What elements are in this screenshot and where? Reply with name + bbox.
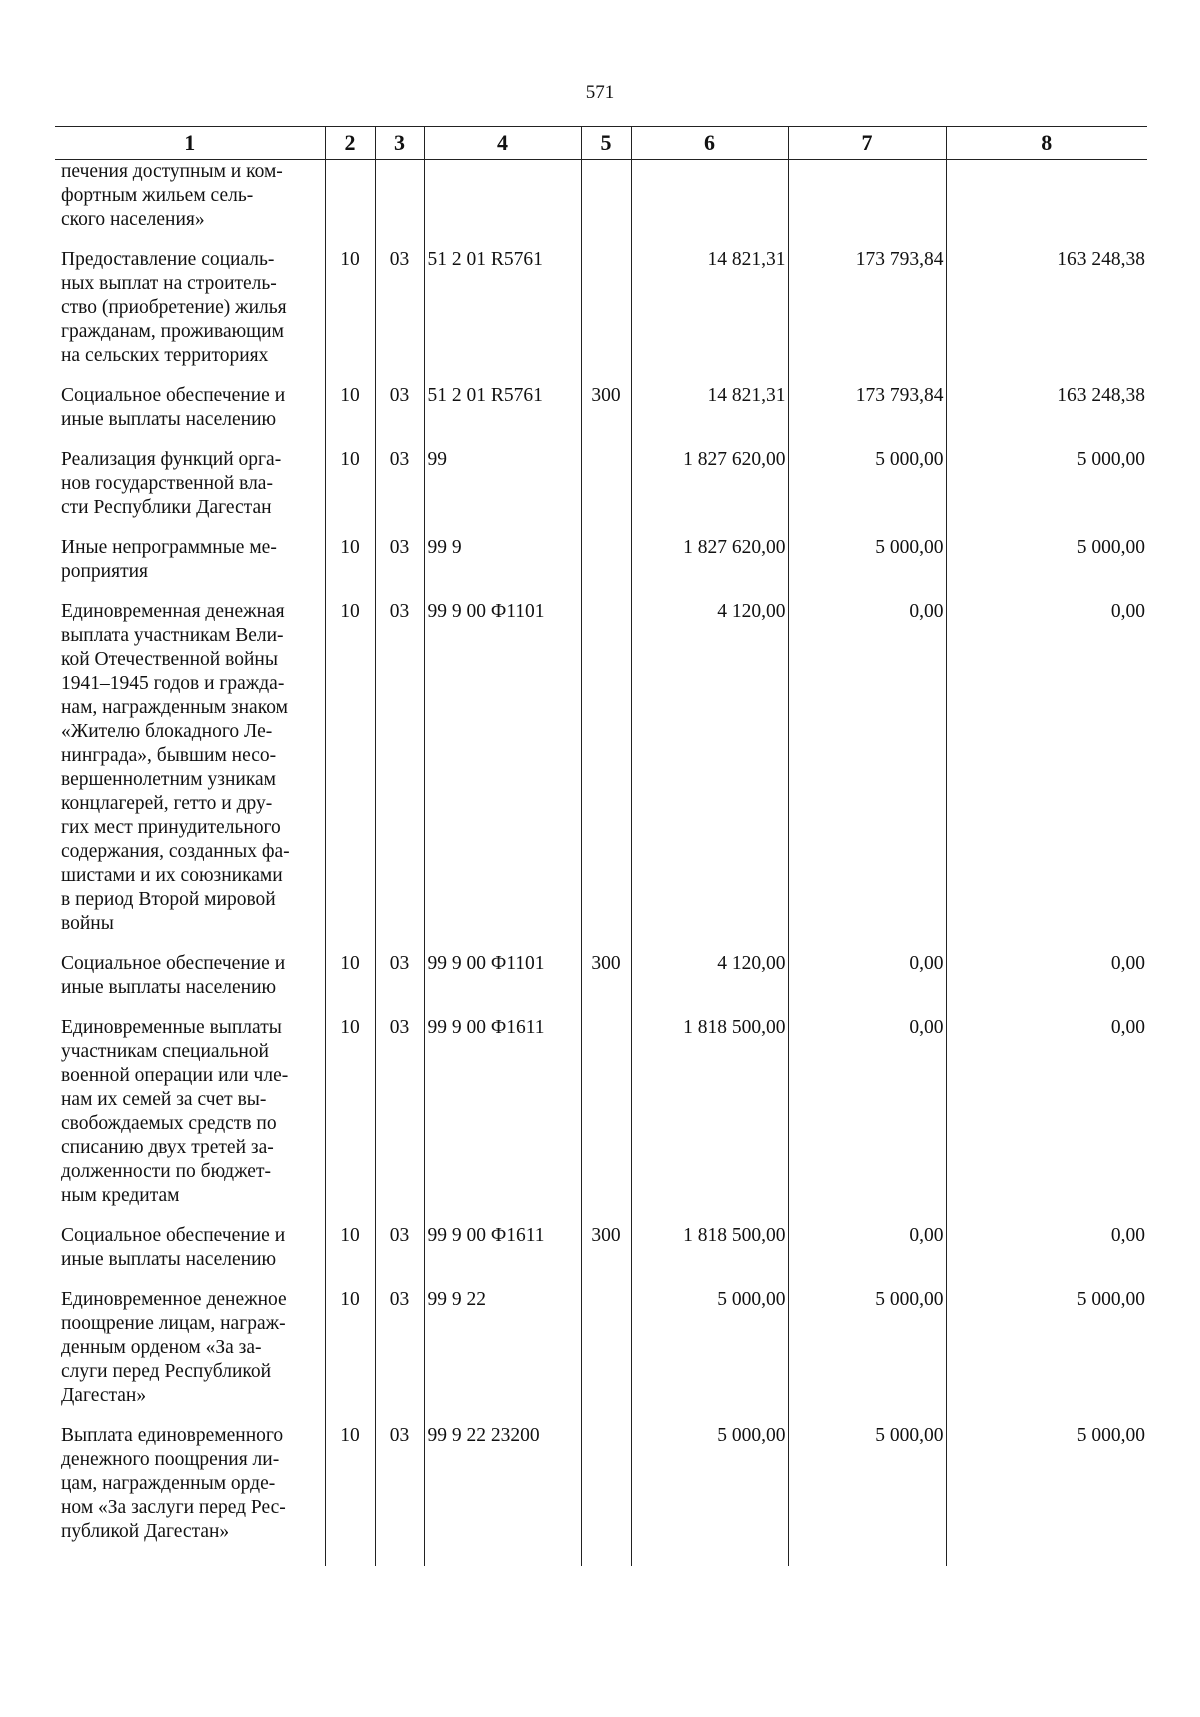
amount-col-8: 163 248,38 — [946, 248, 1147, 368]
row-description: Предоставление социаль- ных выплат на строитель- ство (приобретение) жилья гражданам, проживающим на сельских территориях — [55, 248, 325, 368]
subsection-code: 03 — [375, 1424, 424, 1566]
section-code: 10 — [325, 248, 375, 368]
row-spacer — [55, 936, 1147, 952]
section-code: 10 — [325, 1016, 375, 1208]
spacer-cell — [581, 1272, 631, 1288]
section-code — [325, 160, 375, 233]
spacer-cell — [581, 1208, 631, 1224]
subsection-code: 03 — [375, 384, 424, 432]
spacer-cell — [581, 432, 631, 448]
spacer-cell — [55, 432, 325, 448]
spacer-cell — [631, 1272, 788, 1288]
column-header: 2 — [325, 127, 375, 160]
spacer-cell — [631, 368, 788, 384]
amount-col-6: 5 000,00 — [631, 1288, 788, 1408]
row-spacer — [55, 368, 1147, 384]
subsection-code: 03 — [375, 448, 424, 520]
spacer-cell — [55, 232, 325, 248]
column-header: 5 — [581, 127, 631, 160]
spacer-cell — [325, 232, 375, 248]
target-article-code: 99 9 22 23200 — [424, 1424, 581, 1566]
amount-col-8: 163 248,38 — [946, 384, 1147, 432]
table-header-row — [55, 127, 1147, 160]
row-description: Единовременные выплаты участникам специальной военной операции или чле- нам их семей за счет вы- свобождаемых средств по списанию двух третей за- долженности по бюджет- ным кредитам — [55, 1016, 325, 1208]
spacer-cell — [424, 936, 581, 952]
amount-col-6: 1 827 620,00 — [631, 448, 788, 520]
spacer-cell — [631, 584, 788, 600]
section-code: 10 — [325, 384, 375, 432]
spacer-cell — [424, 520, 581, 536]
spacer-cell — [325, 368, 375, 384]
column-header: 6 — [631, 127, 788, 160]
amount-col-8: 5 000,00 — [946, 1288, 1147, 1408]
spacer-cell — [424, 1272, 581, 1288]
table-body — [55, 160, 1147, 1567]
row-spacer — [55, 1408, 1147, 1424]
spacer-cell — [946, 1272, 1147, 1288]
amount-col-6: 1 827 620,00 — [631, 536, 788, 584]
spacer-cell — [424, 1208, 581, 1224]
section-code: 10 — [325, 1424, 375, 1566]
spacer-cell — [631, 232, 788, 248]
amount-col-6: 1 818 500,00 — [631, 1224, 788, 1272]
spacer-cell — [581, 584, 631, 600]
table-row — [55, 1288, 1147, 1408]
spacer-cell — [325, 1272, 375, 1288]
amount-col-7: 0,00 — [788, 1016, 946, 1208]
spacer-cell — [946, 432, 1147, 448]
spacer-cell — [424, 1000, 581, 1016]
column-header: 3 — [375, 127, 424, 160]
section-code: 10 — [325, 1288, 375, 1408]
spacer-cell — [375, 368, 424, 384]
amount-col-7: 0,00 — [788, 1224, 946, 1272]
target-article-code: 99 9 00 Ф1611 — [424, 1016, 581, 1208]
amount-col-8: 0,00 — [946, 600, 1147, 936]
target-article-code: 51 2 01 R5761 — [424, 248, 581, 368]
spacer-cell — [325, 1000, 375, 1016]
column-header: 4 — [424, 127, 581, 160]
spacer-cell — [375, 584, 424, 600]
target-article-code: 51 2 01 R5761 — [424, 384, 581, 432]
amount-col-7 — [788, 160, 946, 233]
row-description: Единовременное денежное поощрение лицам, награж- денным орденом «За за- слуги перед Республикой Дагестан» — [55, 1288, 325, 1408]
expense-type-code — [581, 1016, 631, 1208]
amount-col-8 — [946, 160, 1147, 233]
amount-col-7: 5 000,00 — [788, 536, 946, 584]
target-article-code — [424, 160, 581, 233]
row-spacer — [55, 520, 1147, 536]
amount-col-7: 173 793,84 — [788, 248, 946, 368]
subsection-code: 03 — [375, 248, 424, 368]
table-row — [55, 384, 1147, 432]
spacer-cell — [375, 1208, 424, 1224]
spacer-cell — [946, 1000, 1147, 1016]
spacer-cell — [55, 520, 325, 536]
row-spacer — [55, 232, 1147, 248]
spacer-cell — [631, 1408, 788, 1424]
expense-type-code — [581, 600, 631, 936]
budget-table — [55, 126, 1147, 1566]
row-spacer — [55, 584, 1147, 600]
spacer-cell — [581, 368, 631, 384]
column-header: 8 — [946, 127, 1147, 160]
spacer-cell — [375, 936, 424, 952]
target-article-code: 99 9 00 Ф1101 — [424, 600, 581, 936]
amount-col-8: 5 000,00 — [946, 1424, 1147, 1566]
spacer-cell — [375, 1272, 424, 1288]
spacer-cell — [788, 1000, 946, 1016]
subsection-code: 03 — [375, 600, 424, 936]
row-description: Выплата единовременного денежного поощрения ли- цам, награжденным орде- ном «За заслуги перед Рес- публикой Дагестан» — [55, 1424, 325, 1566]
expense-type-code: 300 — [581, 1224, 631, 1272]
spacer-cell — [631, 432, 788, 448]
spacer-cell — [631, 1000, 788, 1016]
amount-col-6: 5 000,00 — [631, 1424, 788, 1566]
expense-type-code: 300 — [581, 952, 631, 1000]
spacer-cell — [55, 368, 325, 384]
amount-col-8: 5 000,00 — [946, 448, 1147, 520]
section-code: 10 — [325, 952, 375, 1000]
amount-col-8: 0,00 — [946, 952, 1147, 1000]
spacer-cell — [375, 1408, 424, 1424]
spacer-cell — [325, 520, 375, 536]
table-row — [55, 536, 1147, 584]
spacer-cell — [424, 584, 581, 600]
spacer-cell — [375, 432, 424, 448]
target-article-code: 99 9 22 — [424, 1288, 581, 1408]
spacer-cell — [946, 584, 1147, 600]
row-spacer — [55, 1208, 1147, 1224]
spacer-cell — [631, 1208, 788, 1224]
spacer-cell — [55, 584, 325, 600]
subsection-code: 03 — [375, 952, 424, 1000]
target-article-code: 99 9 00 Ф1101 — [424, 952, 581, 1000]
amount-col-6 — [631, 160, 788, 233]
expense-type-code — [581, 448, 631, 520]
table-row — [55, 1424, 1147, 1566]
expense-type-code — [581, 536, 631, 584]
spacer-cell — [946, 520, 1147, 536]
spacer-cell — [55, 936, 325, 952]
spacer-cell — [55, 1208, 325, 1224]
table-row — [55, 248, 1147, 368]
target-article-code: 99 9 00 Ф1611 — [424, 1224, 581, 1272]
table-row — [55, 1016, 1147, 1208]
amount-col-6: 1 818 500,00 — [631, 1016, 788, 1208]
spacer-cell — [946, 936, 1147, 952]
spacer-cell — [424, 368, 581, 384]
amount-col-7: 5 000,00 — [788, 1288, 946, 1408]
row-description: Единовременная денежная выплата участникам Вели- кой Отечественной войны 1941–1945 годов и гражда- нам, награжденным знаком «Жителю блокадного Ле- нинграда», бывшим несо- вершеннолетним узникам концлагерей, гетто и дру- гих мест принудительного содержания, созданных фа- шистами и их союзниками в период Второй мировой войны — [55, 600, 325, 936]
row-description: Иные непрограммные ме- роприятия — [55, 536, 325, 584]
spacer-cell — [424, 1408, 581, 1424]
spacer-cell — [375, 232, 424, 248]
spacer-cell — [325, 936, 375, 952]
spacer-cell — [55, 1272, 325, 1288]
spacer-cell — [581, 520, 631, 536]
row-description: Социальное обеспечение и иные выплаты населению — [55, 384, 325, 432]
spacer-cell — [788, 936, 946, 952]
table-row — [55, 448, 1147, 520]
section-code: 10 — [325, 1224, 375, 1272]
spacer-cell — [55, 1408, 325, 1424]
amount-col-6: 4 120,00 — [631, 952, 788, 1000]
section-code: 10 — [325, 600, 375, 936]
amount-col-6: 4 120,00 — [631, 600, 788, 936]
spacer-cell — [325, 1408, 375, 1424]
row-description: Социальное обеспечение и иные выплаты населению — [55, 952, 325, 1000]
subsection-code: 03 — [375, 1016, 424, 1208]
row-spacer — [55, 432, 1147, 448]
amount-col-7: 0,00 — [788, 600, 946, 936]
spacer-cell — [946, 368, 1147, 384]
spacer-cell — [325, 584, 375, 600]
amount-col-8: 0,00 — [946, 1016, 1147, 1208]
subsection-code: 03 — [375, 1224, 424, 1272]
spacer-cell — [424, 432, 581, 448]
table-row — [55, 952, 1147, 1000]
spacer-cell — [946, 1208, 1147, 1224]
spacer-cell — [375, 1000, 424, 1016]
spacer-cell — [581, 936, 631, 952]
budget-table-container — [55, 126, 1147, 1601]
expense-type-code: 300 — [581, 384, 631, 432]
spacer-cell — [424, 232, 581, 248]
table-row — [55, 160, 1147, 233]
spacer-cell — [788, 1408, 946, 1424]
spacer-cell — [325, 432, 375, 448]
amount-col-7: 5 000,00 — [788, 448, 946, 520]
subsection-code: 03 — [375, 1288, 424, 1408]
spacer-cell — [55, 1000, 325, 1016]
expense-type-code — [581, 248, 631, 368]
subsection-code: 03 — [375, 536, 424, 584]
amount-col-6: 14 821,31 — [631, 248, 788, 368]
section-code: 10 — [325, 448, 375, 520]
spacer-cell — [581, 1408, 631, 1424]
spacer-cell — [581, 1000, 631, 1016]
spacer-cell — [631, 936, 788, 952]
spacer-cell — [788, 232, 946, 248]
expense-type-code — [581, 1424, 631, 1566]
amount-col-6: 14 821,31 — [631, 384, 788, 432]
row-spacer — [55, 1272, 1147, 1288]
row-description: Реализация функций орга- нов государственной вла- сти Республики Дагестан — [55, 448, 325, 520]
column-header: 7 — [788, 127, 946, 160]
amount-col-7: 5 000,00 — [788, 1424, 946, 1566]
row-spacer — [55, 1000, 1147, 1016]
spacer-cell — [788, 1208, 946, 1224]
spacer-cell — [946, 232, 1147, 248]
amount-col-8: 5 000,00 — [946, 536, 1147, 584]
spacer-cell — [788, 432, 946, 448]
expense-type-code — [581, 160, 631, 233]
spacer-cell — [631, 520, 788, 536]
spacer-cell — [325, 1208, 375, 1224]
table-row — [55, 1224, 1147, 1272]
spacer-cell — [788, 368, 946, 384]
spacer-cell — [788, 520, 946, 536]
column-header: 1 — [55, 127, 325, 160]
section-code: 10 — [325, 536, 375, 584]
amount-col-7: 0,00 — [788, 952, 946, 1000]
spacer-cell — [375, 520, 424, 536]
table-row — [55, 600, 1147, 936]
row-description: печения доступным и ком- фортным жильем сель- ского населения» — [55, 160, 325, 233]
spacer-cell — [946, 1408, 1147, 1424]
subsection-code — [375, 160, 424, 233]
expense-type-code — [581, 1288, 631, 1408]
spacer-cell — [581, 232, 631, 248]
spacer-cell — [788, 584, 946, 600]
page-number: 571 — [585, 82, 615, 103]
row-description: Социальное обеспечение и иные выплаты населению — [55, 1224, 325, 1272]
target-article-code: 99 9 — [424, 536, 581, 584]
spacer-cell — [788, 1272, 946, 1288]
amount-col-8: 0,00 — [946, 1224, 1147, 1272]
target-article-code: 99 — [424, 448, 581, 520]
amount-col-7: 173 793,84 — [788, 384, 946, 432]
